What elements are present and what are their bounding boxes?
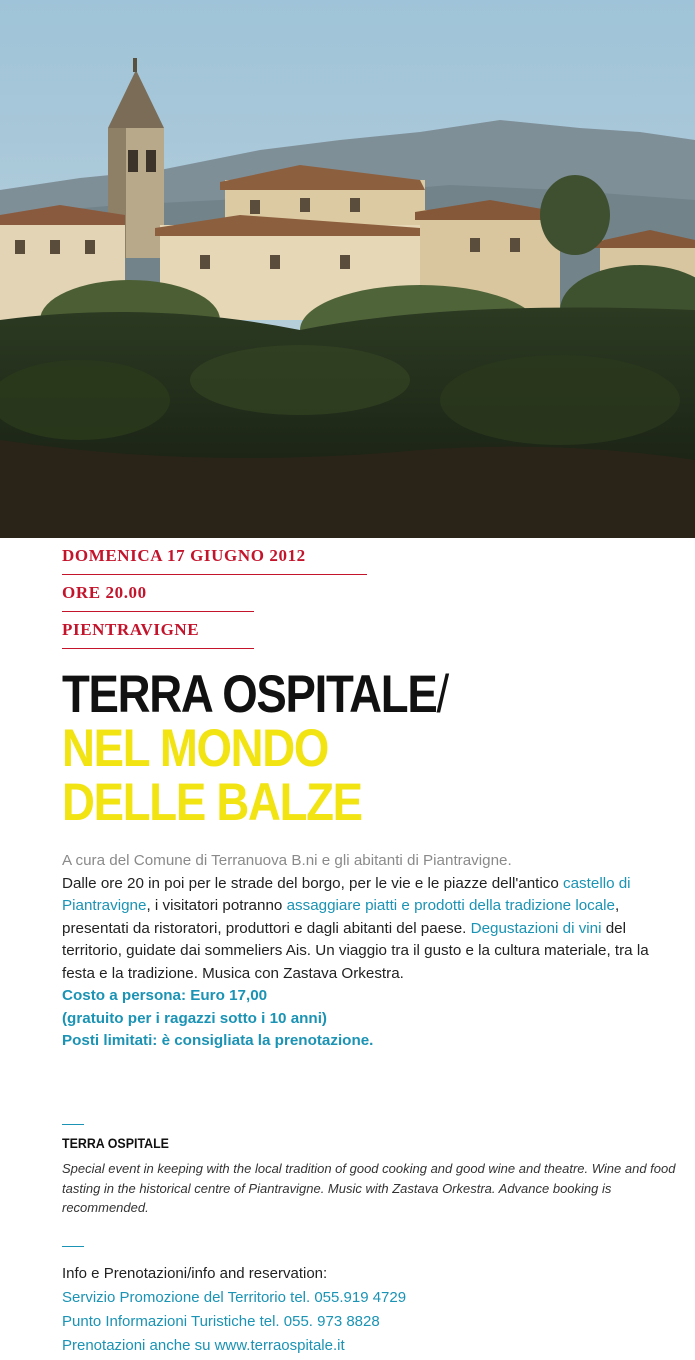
section-divider xyxy=(62,1246,84,1247)
info-website[interactable]: Prenotazioni anche su www.terraospitale.it xyxy=(62,1337,345,1354)
hilltop-village-photo xyxy=(0,0,695,538)
description-paragraph xyxy=(62,873,682,986)
highlight-wine: Degustazioni di vini xyxy=(470,919,602,937)
info-phone-territorio: Servizio Promozione del Territorio tel. 055.919 4729 xyxy=(62,1289,407,1306)
event-meta xyxy=(62,538,306,649)
info-phone-turistiche: Punto Informazioni Turistiche tel. 055. 973 8828 xyxy=(62,1313,380,1330)
description-text: , i visitatori potranno xyxy=(146,897,287,914)
title-line-2: NEL MONDO xyxy=(62,719,329,778)
info-label: Info e Prenotazioni/info and reservation: xyxy=(62,1265,328,1282)
event-description xyxy=(62,850,682,1053)
cost-free-line: (gratuito per i ragazzi sotto i 10 anni) xyxy=(62,1009,327,1027)
title-line-1: TERRA OSPITALE xyxy=(62,665,437,724)
description-text: Dalle ore 20 in poi per le strade del borgo, per le vie e le piazze dell'antico xyxy=(62,874,564,892)
highlight-castle: castello di Piantravigne xyxy=(62,874,631,914)
title-slash: / xyxy=(436,665,448,724)
english-title: TERRA OSPITALE xyxy=(62,1136,169,1151)
event-time: ORE 20.00 xyxy=(62,575,254,612)
event-place: PIENTRAVIGNE xyxy=(62,612,254,649)
description-text: , presentati da ristoratori, produttori e dagli abitanti del paese. xyxy=(62,897,620,937)
event-title xyxy=(62,665,448,832)
event-date: DOMENICA 17 GIUGNO 2012 xyxy=(62,538,367,575)
booking-note: Posti limitati: è consigliata la prenotazione. xyxy=(62,1032,374,1049)
highlight-tasting: assaggiare piatti e prodotti della tradizione locale xyxy=(286,897,616,914)
section-divider xyxy=(62,1124,84,1125)
cost-line: Costo a persona: Euro 17,00 xyxy=(62,987,268,1004)
english-description: Special event in keeping with the local tradition of good cooking and good wine and theatre. Wine and food tasting in the historical centre of Piantravigne. Music with Zastava Orkestra. Advance booking is recommended. xyxy=(62,1161,676,1215)
organizer-line: A cura del Comune di Terranuova B.ni e gli abitanti di Piantravigne. xyxy=(62,852,512,869)
contact-info xyxy=(62,1262,682,1358)
description-text: del territorio, guidate dai sommeliers Ais. Un viaggio tra il gusto e la cultura materiale, tra la festa e la tradizione. Musica con Zastava Orkestra. xyxy=(62,919,649,982)
title-line-3: DELLE BALZE xyxy=(62,773,362,832)
